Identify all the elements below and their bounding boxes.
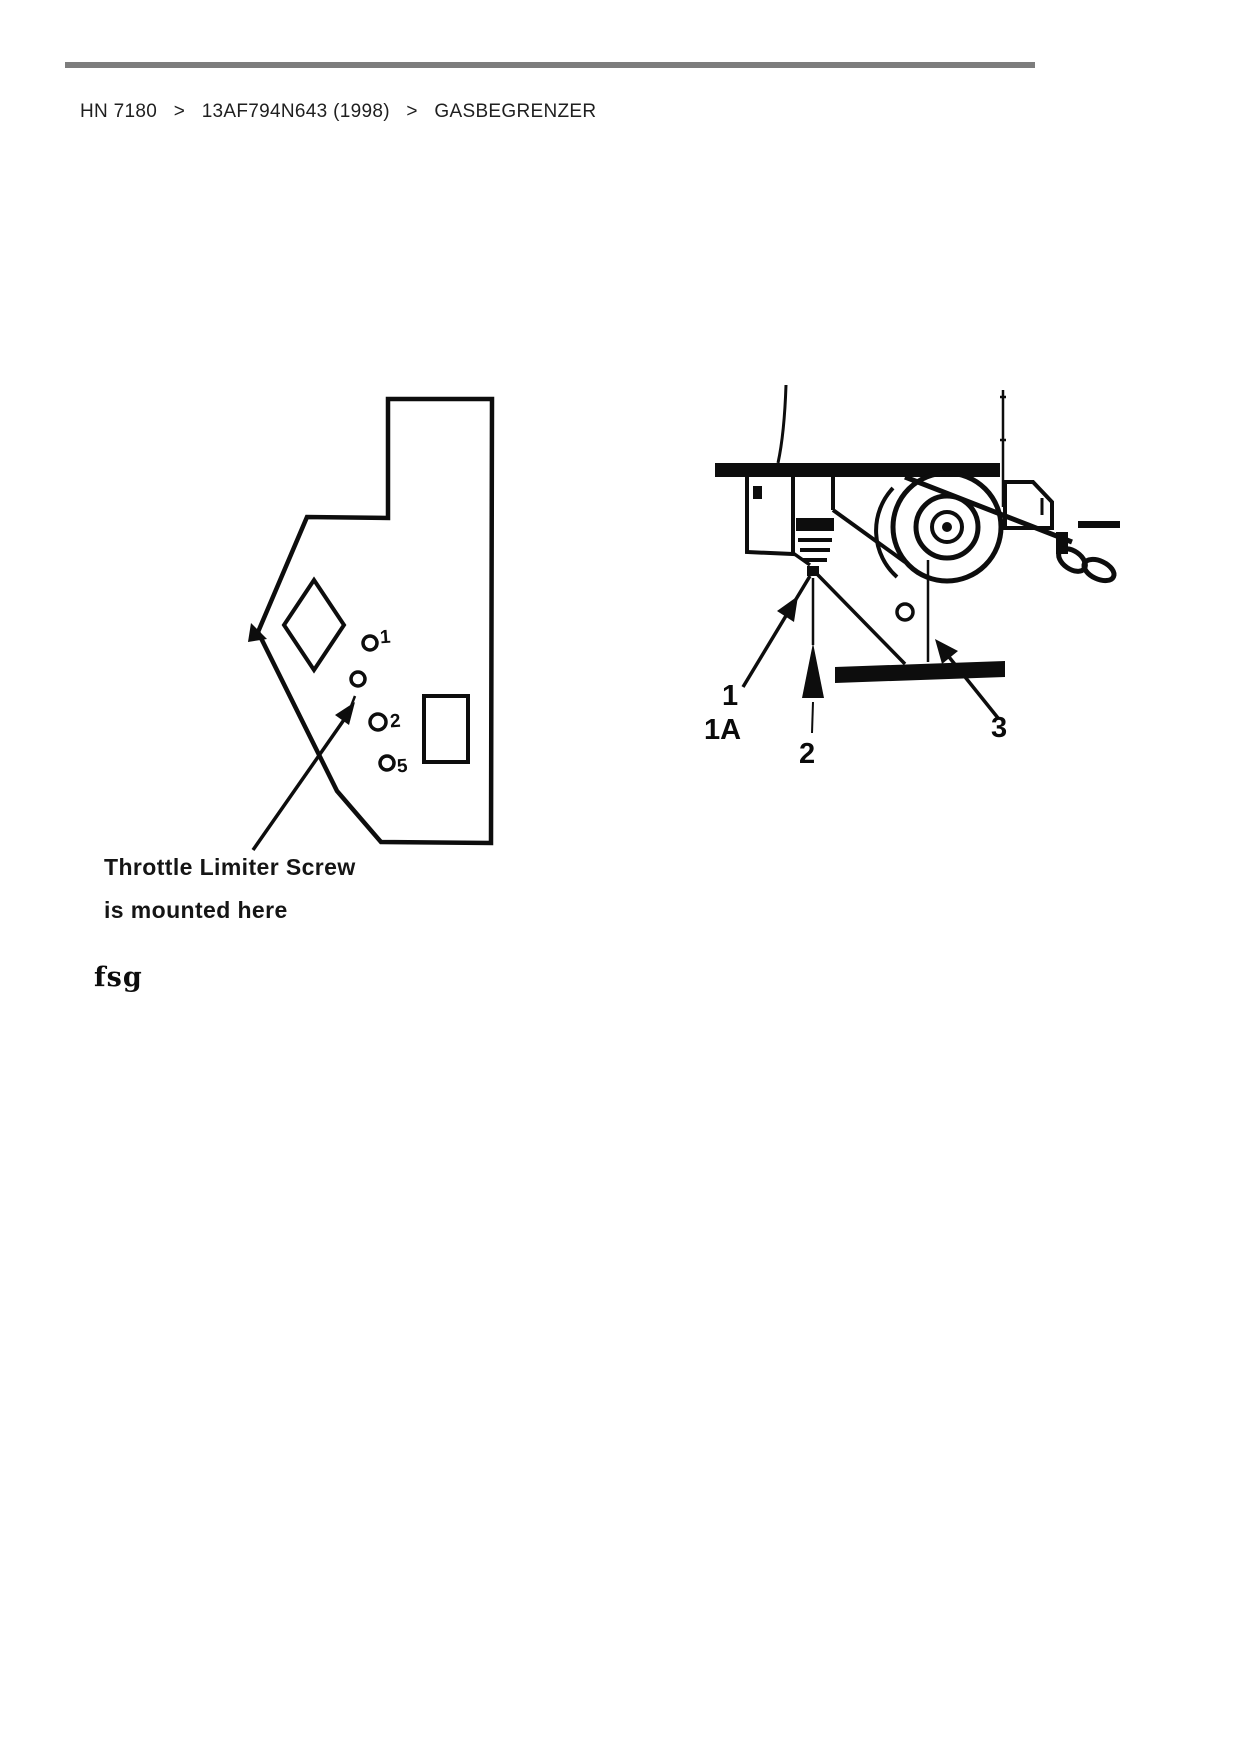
part-label-1a: 1A <box>704 714 742 746</box>
part-label-3: 3 <box>991 712 1008 744</box>
hole-label-5: 5 <box>396 755 409 778</box>
breadcrumb-item-section: GASBEGRENZER <box>434 101 597 122</box>
caption-line-1: Throttle Limiter Screw <box>104 854 356 880</box>
right-assembly-figure <box>700 340 1130 780</box>
part-label-2: 2 <box>799 738 816 770</box>
figure-footer-label: fsg <box>94 962 143 993</box>
panel-diagram-drawing <box>85 340 505 860</box>
assembly-diagram-drawing <box>700 340 1130 780</box>
top-divider-rule <box>65 62 1035 68</box>
breadcrumb-separator: > <box>173 101 186 122</box>
breadcrumb-item-part-number: 13AF794N643 (1998) <box>201 101 390 122</box>
hole-label-1: 1 <box>379 626 392 649</box>
breadcrumb-item-model: HN 7180 <box>80 101 158 122</box>
breadcrumb-separator: > <box>406 101 418 122</box>
caption-line-2: is mounted here <box>104 897 288 923</box>
left-panel-figure <box>85 340 505 860</box>
hole-label-2: 2 <box>389 710 402 733</box>
breadcrumb <box>80 101 596 123</box>
part-label-1: 1 <box>722 680 739 712</box>
